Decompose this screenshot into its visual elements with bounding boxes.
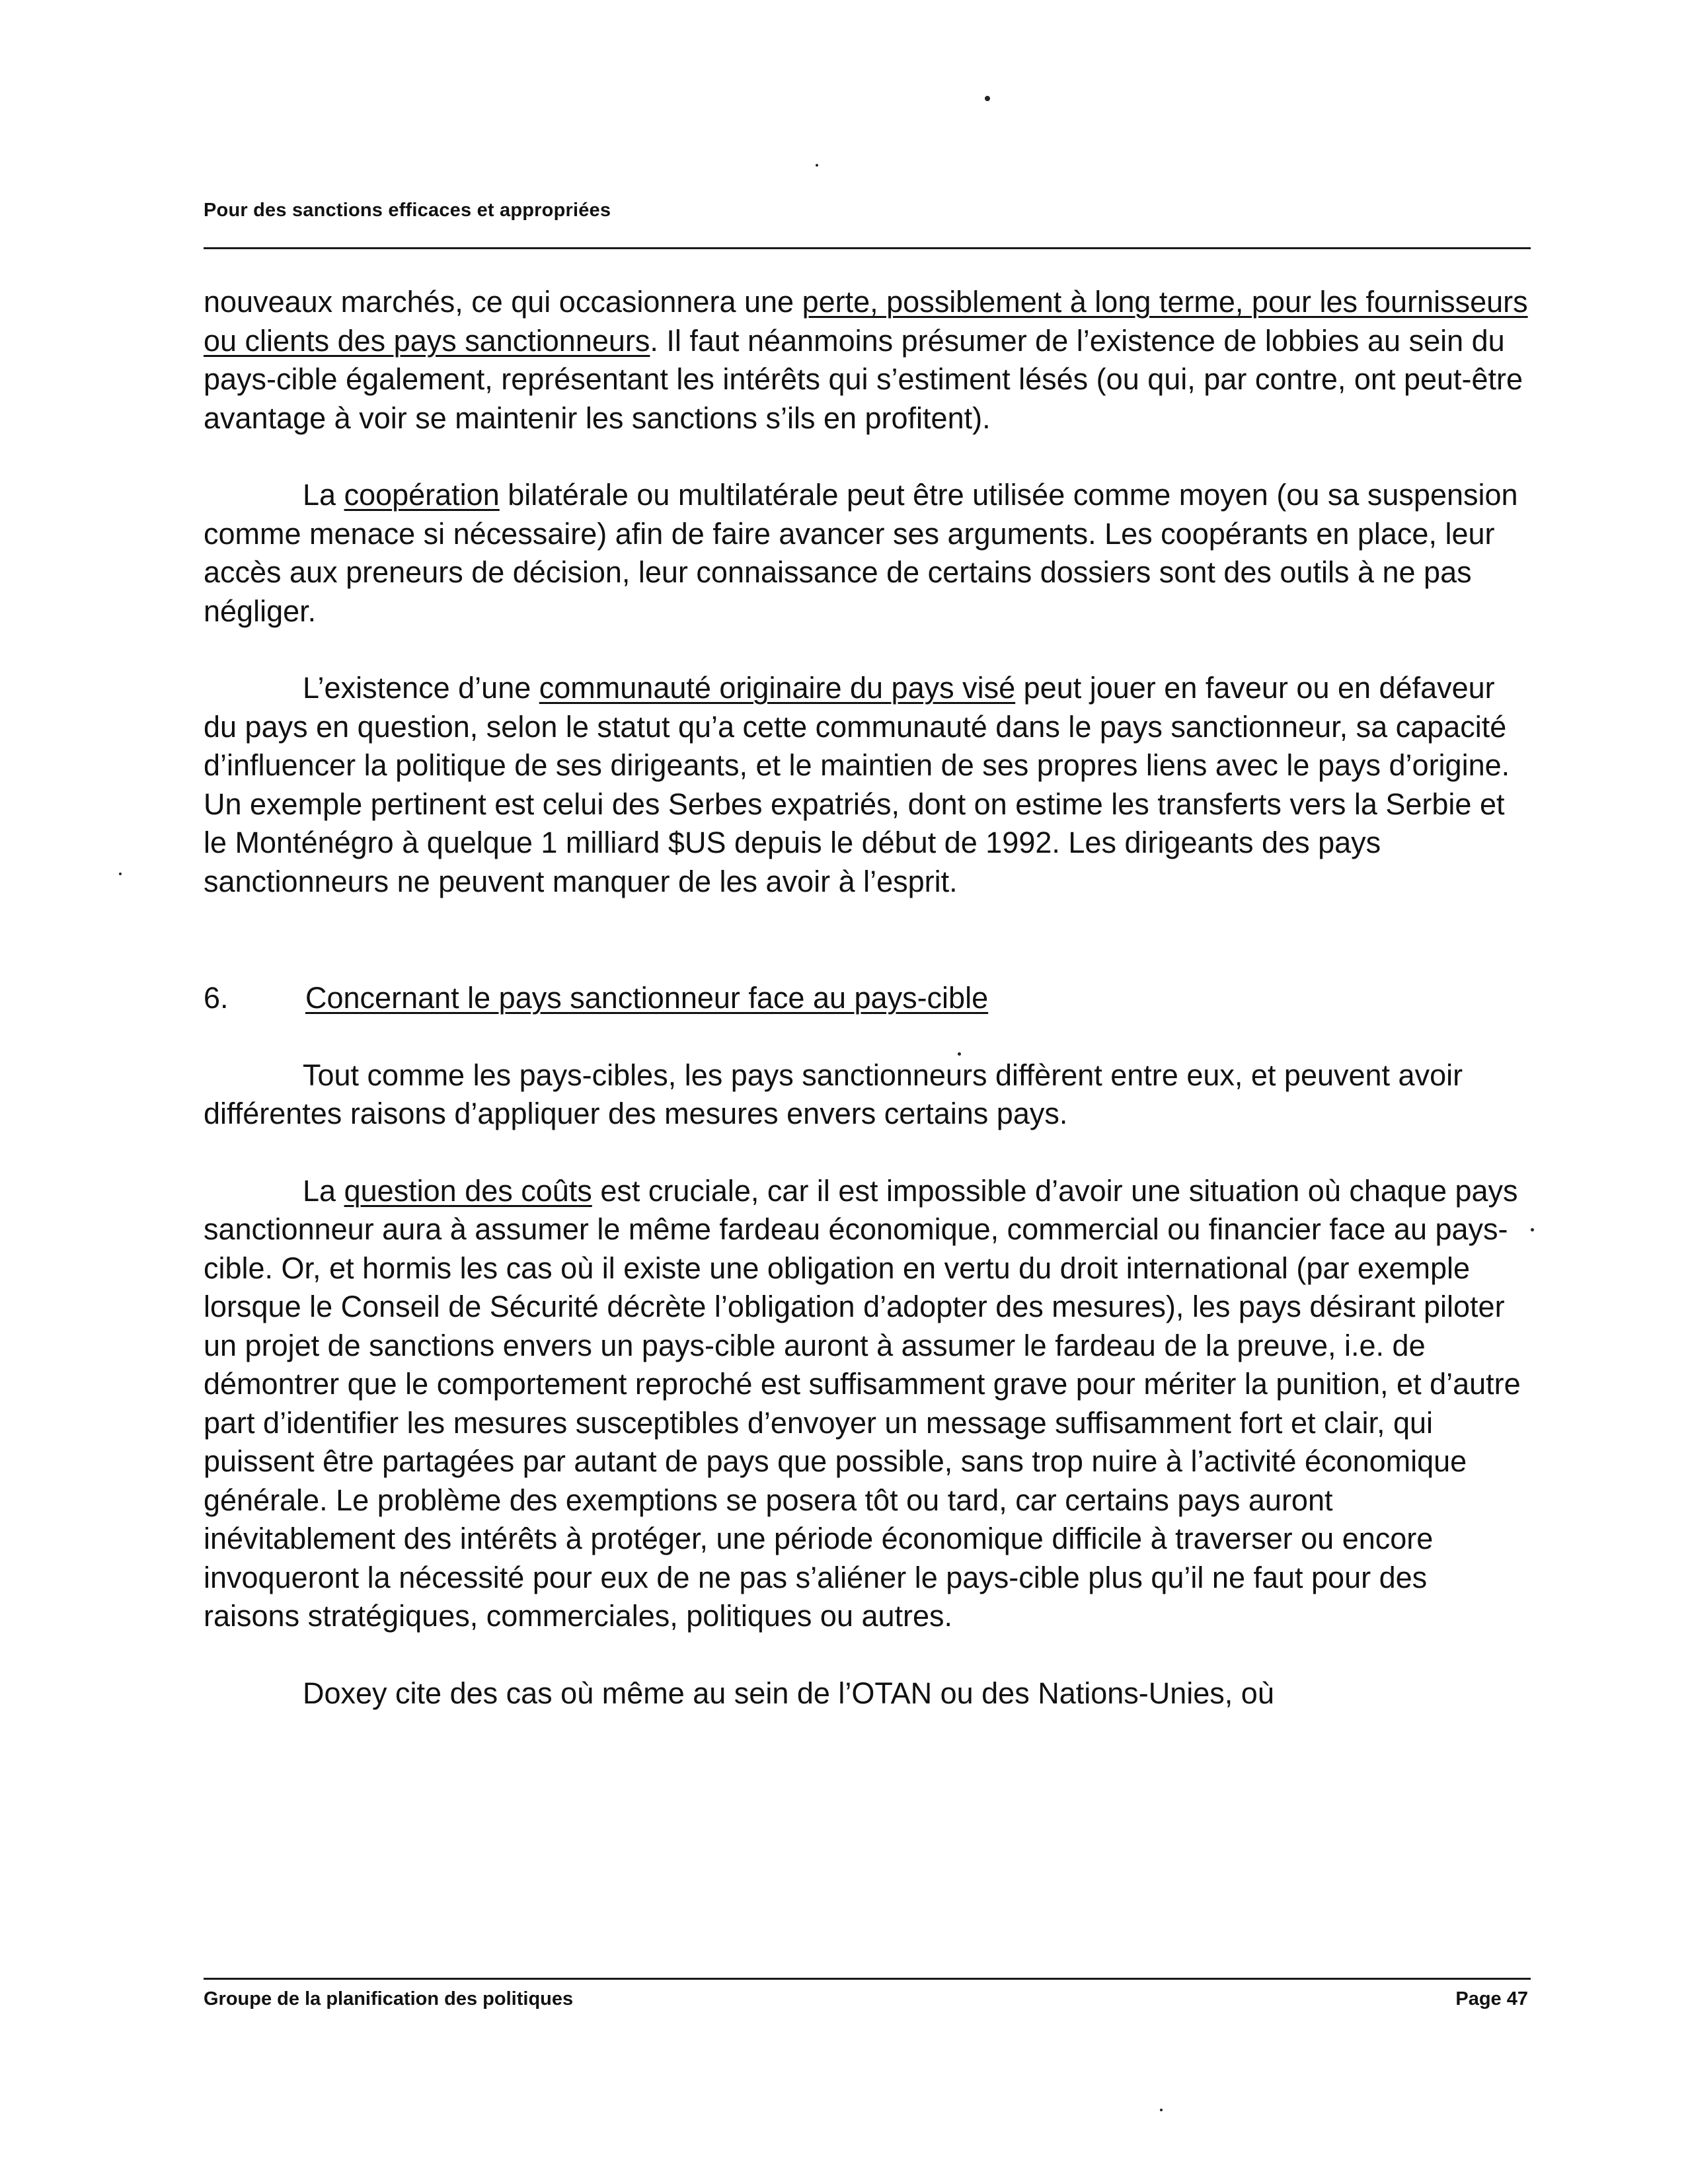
header-rule [204,247,1531,249]
paragraph-3-text-a: L’existence d’une [303,671,539,705]
paragraph-6-text-a: Doxey cite des cas où même au sein de l’OTAN ou des Nations-Unies, où [303,1676,1274,1710]
scan-speck [1160,2109,1163,2111]
paragraph-1 [204,283,1531,438]
paragraph-2-text-a: La [303,478,344,512]
footer-organization: Groupe de la planification des politiques [204,1988,574,2009]
section-heading [204,979,1531,1018]
paragraph-4 [204,1056,1531,1134]
footer-page-number: Page 47 [1455,1988,1528,2009]
paragraph-2 [204,476,1531,631]
scan-speck [985,96,990,101]
paragraph-5-text-b: est cruciale, car il est impossible d’avoir une situation où chaque pays sanctionneur aura à assumer le même fardeau économique, commercial ou financier face au pays-cible. Or, et hormis les cas où il existe une obligation en vertu du droit international (par exemple lorsque le Conseil de Sécurité décrète l’obligation d’adopter des mesures), les pays désirant piloter un projet de sanctions envers un pays-cible auront à assumer le fardeau de la preuve, i.e. de démontrer que le comportement reproché est suffisamment grave pour mériter la punition, et d’autre part d’identifier les mesures susceptibles d’envoyer un message suffisamment fort et clair, qui puissent être partagées par autant de pays que possible, sans trop nuire à l’activité économique générale. Le problème des exemptions se posera tôt ou tard, car certains pays auront inévitablement des intérêts à protéger, une période économique difficile à traverser ou encore invoqueront la nécessité pour eux de ne pas s’aliéner le pays-cible plus qu’il ne faut pour des raisons stratégiques, commerciales, politiques ou autres. [204,1173,1521,1633]
scan-speck [1531,1228,1534,1231]
scan-speck [119,873,122,875]
paragraph-3 [204,669,1531,901]
running-header: Pour des sanctions efficaces et appropriées [204,200,611,221]
paragraph-4-text-a: Tout comme les pays-cibles, les pays sanctionneurs diffèrent entre eux, et peuvent avoir différentes raisons d’appliquer des mesures envers certains pays. [204,1058,1463,1130]
paragraph-3-underlined: communauté originaire du pays visé [539,671,1016,705]
paragraph-6 [204,1674,1531,1713]
paragraph-3-text-b: peut jouer en faveur ou en défaveur du pays en question, selon le statut qu’a cette communauté dans le pays sanctionneur, sa capacité d’influencer la politique de ses dirigeants, et le maintien de ses propres liens avec le pays d’origine. Un exemple pertinent est celui des Serbes expatriés, dont on estime les transferts vers la Serbie et le Monténégro à quelque 1 milliard $US depuis le début de 1992. Les dirigeants des pays sanctionneurs ne peuvent manquer de les avoir à l’esprit. [204,671,1510,898]
scan-speck [958,1052,961,1056]
paragraph-1-underlined: perte, possiblement à long terme, pour les fournisseurs ou clients des pays sanctionneurs [204,285,1528,358]
body-text [204,283,1531,1713]
paragraph-1-text-a: nouveaux marchés, ce qui occasionnera une [204,285,802,319]
section-title: Concernant le pays sanctionneur face au pays-cible [305,981,989,1015]
footer-rule [204,1978,1531,1980]
scan-speck [816,164,818,167]
paragraph-5 [204,1172,1531,1636]
section-number: 6. [204,981,229,1015]
paragraph-5-underlined: question des coûts [344,1173,592,1208]
paragraph-2-underlined: coopération [344,478,500,512]
paragraph-2-text-b: bilatérale ou multilatérale peut être utilisée comme moyen (ou sa suspension comme menace si nécessaire) afin de faire avancer ses arguments. Les coopérants en place, leur accès aux preneurs de décision, leur connaissance de certains dossiers sont des outils à ne pas négliger. [204,478,1518,628]
paragraph-1-text-b: . Il faut néanmoins présumer de l’existence de lobbies au sein du pays-cible également, représentant les intérêts qui s’estiment lésés (ou qui, par contre, ont peut-être avantage à voir se maintenir les sanctions s’ils en profitent). [204,323,1523,435]
paragraph-5-text-a: La [303,1173,344,1208]
